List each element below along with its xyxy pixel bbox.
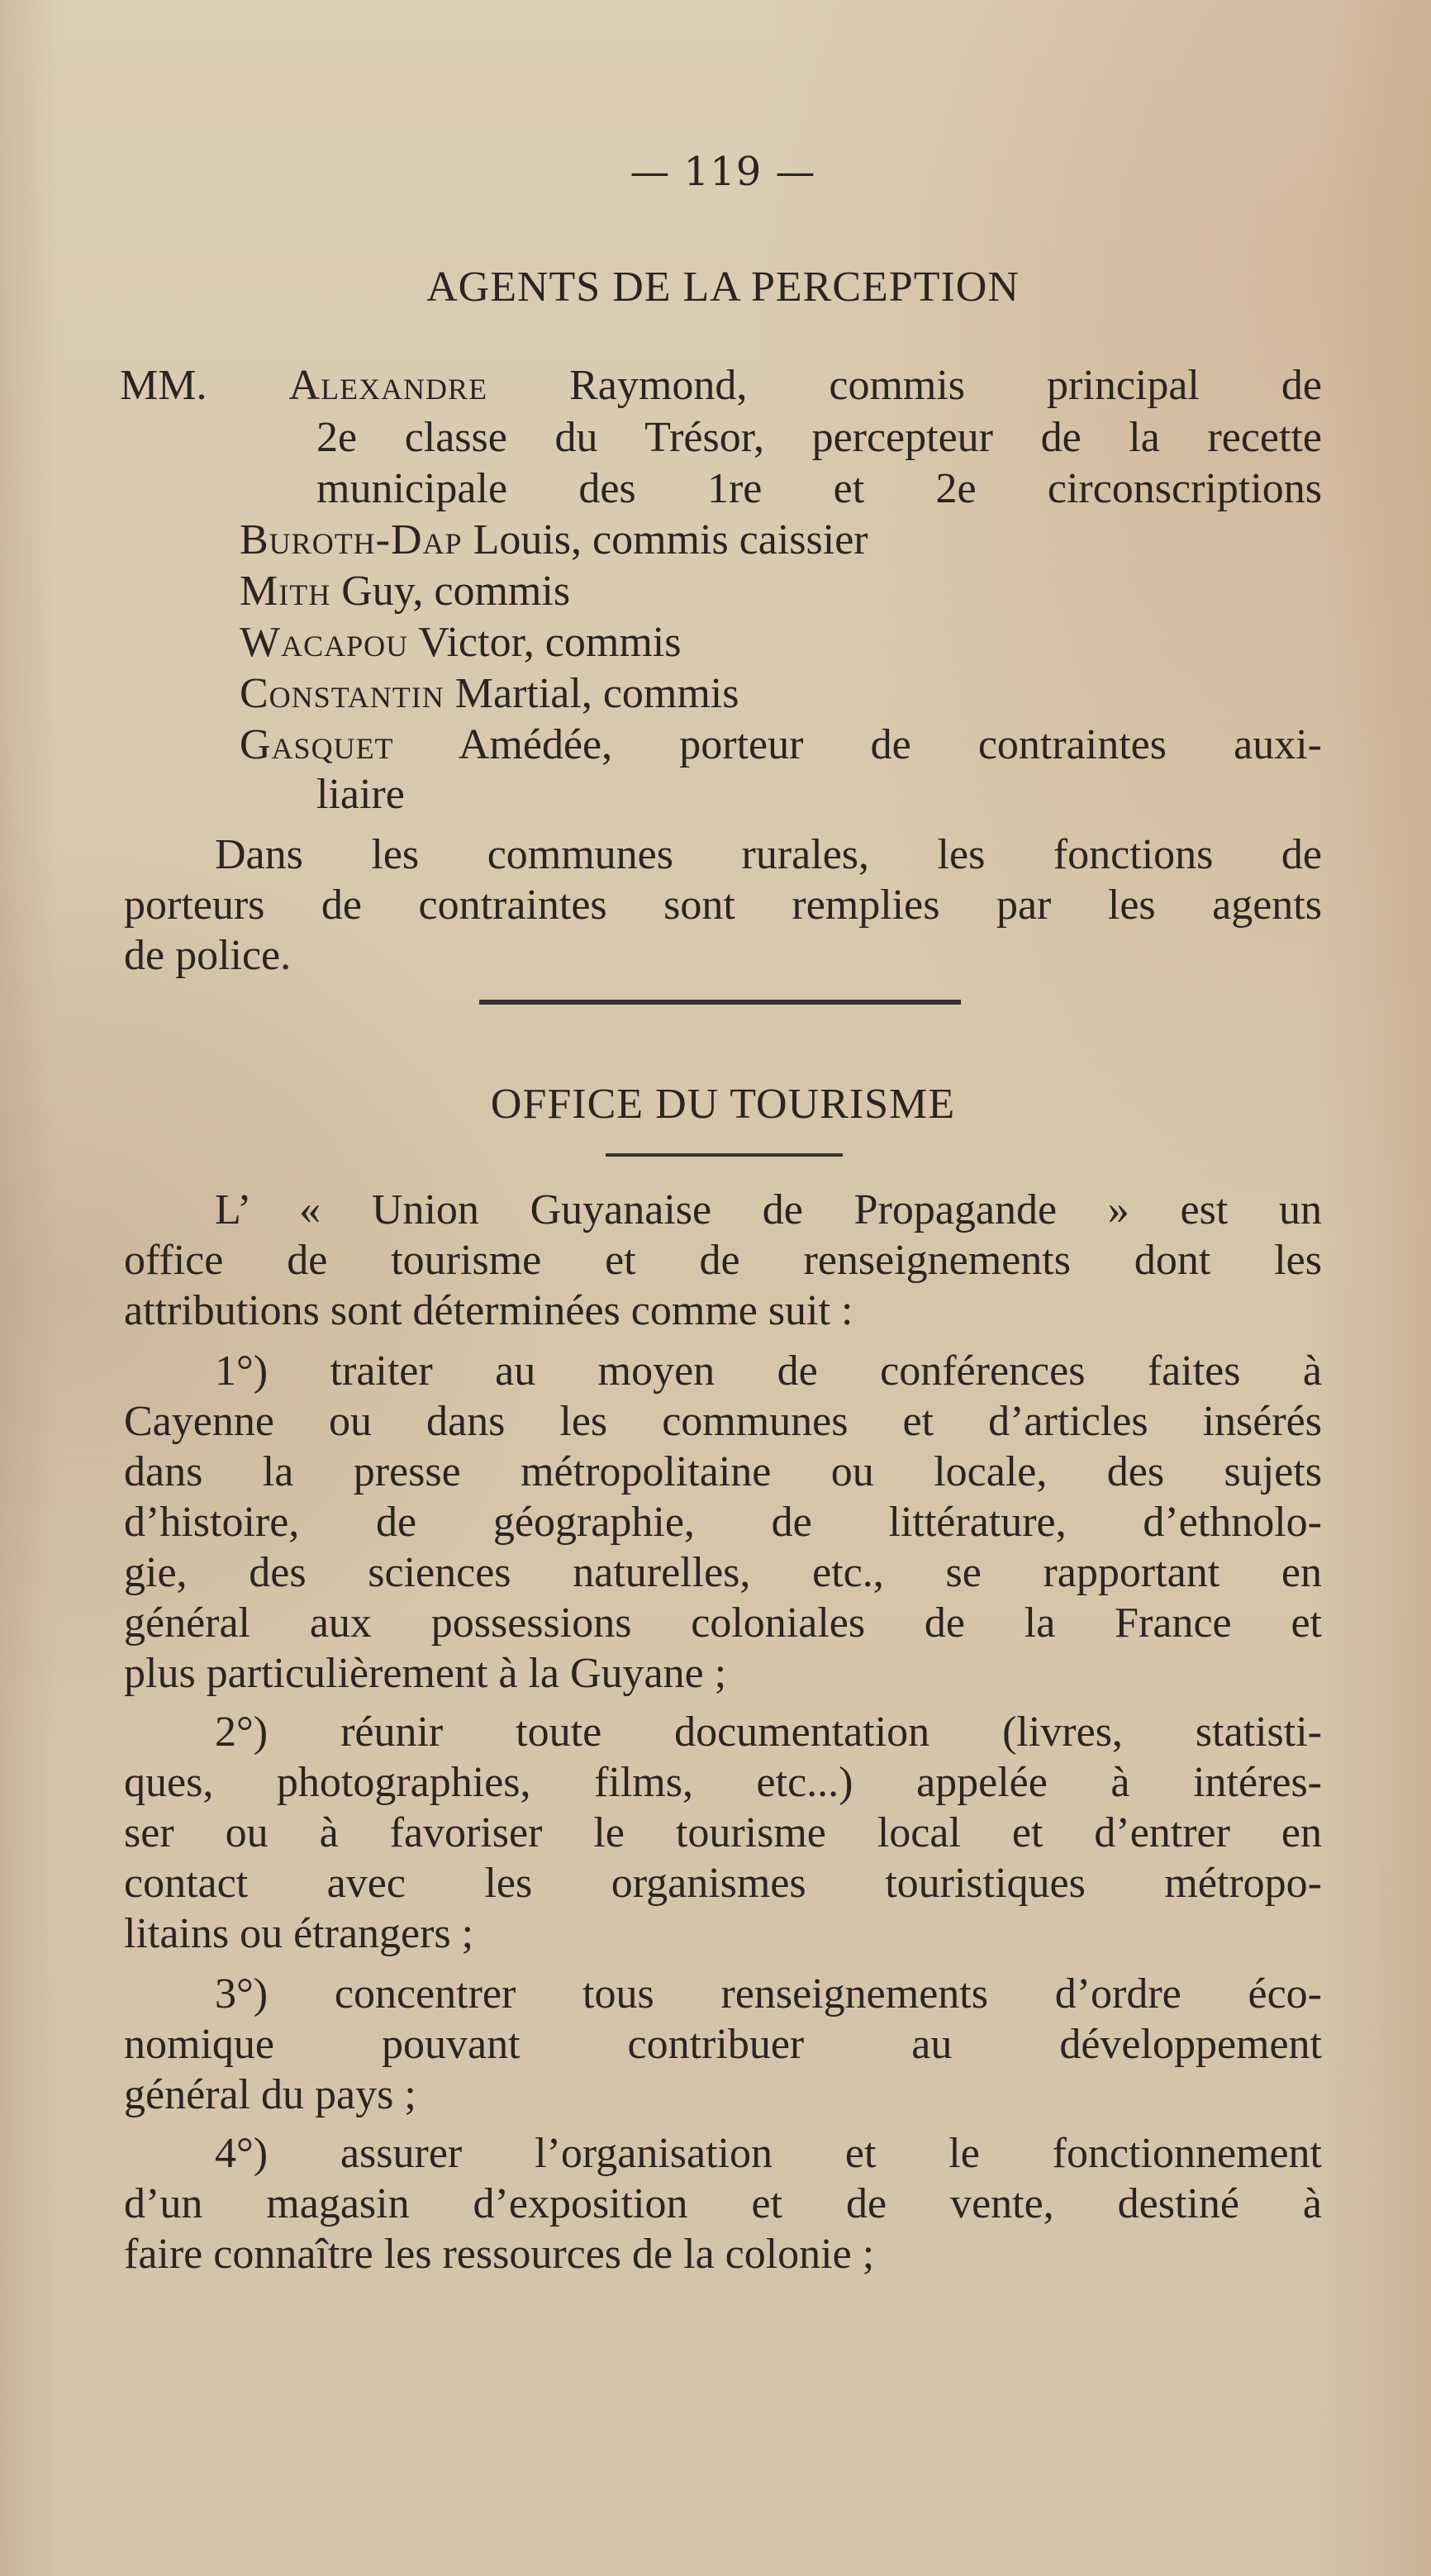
entry-details: Amédée, porteur de contraintes auxi- [458, 721, 1322, 768]
entry-details: Louis, commis caissier [473, 516, 868, 563]
entry-surname: Mith [240, 568, 331, 615]
note-line: Dans les communes rurales, les fonctions de [215, 831, 1322, 878]
entry-continuation: 2e classe du Trésor, percepteur de la recette [316, 414, 1322, 461]
item-1-line: 1°) traiter au moyen de conférences faites à [215, 1347, 1322, 1395]
item-2-line: ques, photographies, films, etc...) appelée à intéres- [124, 1759, 1322, 1806]
entry-surname: Constantin [240, 670, 445, 717]
entry-details: Raymond, commis principal de [569, 362, 1322, 409]
entry-surname: Buroth-Dap [240, 516, 463, 563]
entry-surname: Gasquet [240, 721, 394, 768]
item-4-line: d’un magasin d’exposition et de vente, destiné à [124, 2180, 1322, 2227]
section-title-office-tourisme: OFFICE DU TOURISME [490, 1081, 956, 1128]
entry-surname: Alexandre [288, 362, 488, 409]
intro-line: office de tourisme et de renseignements dont les [124, 1237, 1322, 1284]
item-1-line: dans la presse métropolitaine ou locale, des sujets [124, 1448, 1322, 1495]
item-1-line: général aux possessions coloniales de la France et [124, 1599, 1322, 1647]
intro-line: L’ « Union Guyanaise de Propagande » est un [215, 1186, 1322, 1233]
entry-buroth-dap [240, 516, 868, 565]
item-3-line: nomique pouvant contribuer au développement [124, 2021, 1322, 2068]
item-1-line: plus particulièrement à la Guyane ; [124, 1650, 727, 1697]
entry-constantin [240, 669, 739, 719]
item-2-line: litains ou étrangers ; [124, 1910, 474, 1957]
item-1-line: Cayenne ou dans les communes et d’articles insérés [124, 1398, 1322, 1445]
entry-continuation: liaire [316, 771, 405, 818]
item-4-line: faire connaître les ressources de la colonie ; [124, 2231, 875, 2278]
entry-details: Guy, commis [341, 568, 571, 615]
title-underline [606, 1153, 843, 1157]
intro-line: attributions sont déterminées comme suit : [124, 1287, 853, 1334]
section-divider [479, 1000, 961, 1005]
item-2-line: contact avec les organismes touristiques métropo- [124, 1860, 1322, 1907]
entry-details: Martial, commis [454, 670, 739, 717]
item-2-line: 2°) réunir toute documentation (livres, statisti- [215, 1709, 1322, 1756]
entry-prefix: MM. [120, 362, 207, 409]
page-number: — 119 — [630, 149, 816, 195]
item-3-line: général du pays ; [124, 2071, 416, 2118]
note-line: porteurs de contraintes sont remplies par les agents [124, 882, 1322, 929]
item-4-line: 4°) assurer l’organisation et le fonctionnement [215, 2130, 1322, 2177]
entry-continuation: municipale des 1re et 2e circonscriptions [316, 465, 1322, 512]
entry-details: Victor, commis [418, 619, 682, 666]
entry-wacapou [240, 618, 681, 668]
section-title-agents-perception: AGENTS DE LA PERCEPTION [426, 264, 1020, 311]
entry-surname: Wacapou [240, 619, 409, 666]
item-1-line: d’histoire, de géographie, de littérature, d’ethnolo- [124, 1499, 1322, 1546]
item-2-line: ser ou à favoriser le tourisme local et d’entrer en [124, 1809, 1322, 1856]
item-1-line: gie, des sciences naturelles, etc., se rapportant en [124, 1549, 1322, 1596]
item-3-line: 3°) concentrer tous renseignements d’ordre éco- [215, 1970, 1322, 2018]
entry-mith [240, 567, 570, 616]
entry-alexandre [120, 361, 1322, 411]
note-line: de police. [124, 932, 292, 979]
entry-gasquet [240, 720, 1322, 770]
